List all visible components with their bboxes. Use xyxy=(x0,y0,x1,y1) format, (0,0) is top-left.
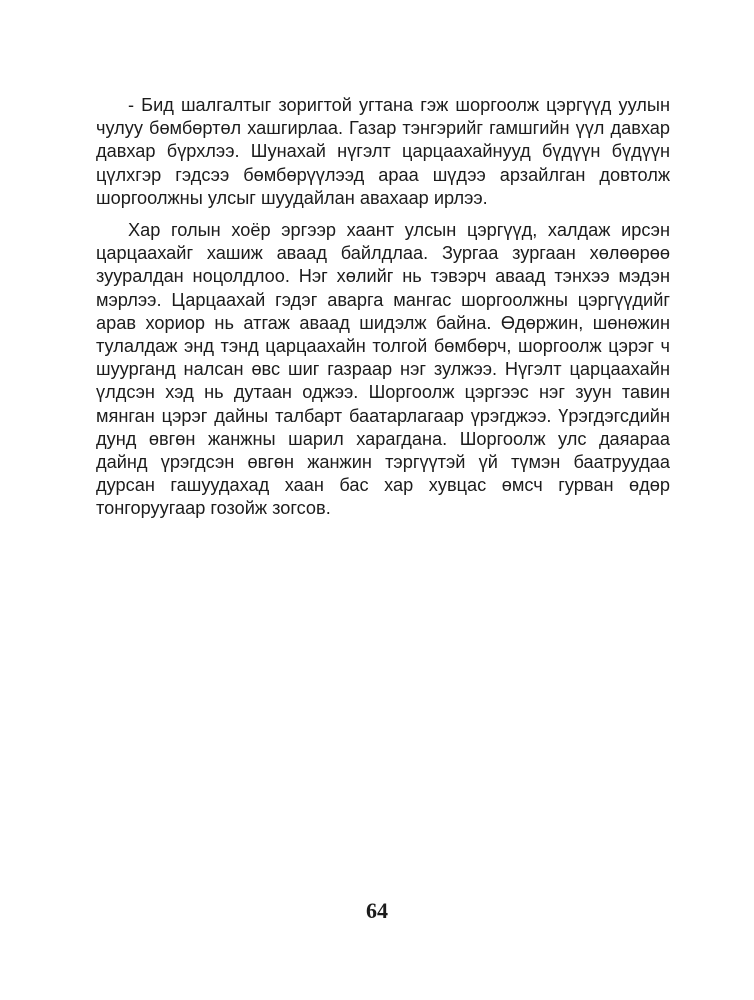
paragraph-2: Хар голын хоёр эргээр хаант улсын цэргүүд, халдаж ирсэн царцаахайг хашиж аваад байлдлаа. Зургаа зургаан хөлөөрөө зууралдан ноцолдлоо. Нэг хөлийг нь тэвэрч аваад тэнхээ мэдэн мэрлээ. Царцаахай гэдэг аварга мангас шоргоолжны цэргүүдийг арав хориор нь атгаж аваад шидэлж байна. Өдөржин, шөнөжин тулалдаж энд тэнд царцаахайн толгой бөмбөрч, шоргоолж цэрэг ч шуурганд налсан өвс шиг газраар нэг зулжээ. Нүгэлт царцаахайн үлдсэн хэд нь дутаан оджээ. Шоргоолж цэргээс нэг зуун тавин мянган цэрэг дайны талбарт баатарлагаар үрэгджээ. Үрэгдэгсдийн дунд өвгөн жанжны шарил харагдана. Шоргоолж улс даяараа дайнд үрэгдсэн өвгөн жанжин тэргүүтэй үй түмэн баатруудаа дурсан гашуудахад хаан бас хар хувцас өмсч гурван өдөр тонгоруугаар гозойж зогсов. xyxy=(96,220,670,519)
page-number: 64 xyxy=(366,898,388,923)
body-text xyxy=(96,94,670,521)
paragraph-1: - Бид шалгалтыг зоригтой угтана гэж шоргоолж цэргүүд уулын чулуу бөмбөртөл хашгирлаа. Газар тэнгэрийг гамшгийн үүл давхар давхар бүрхлээ. Шунахай нүгэлт царцаахайнууд бүдүүн бүдүүн цүлхгэр гэдсээ бөмбөрүүлээд араа шүдээ арзайлган довтолж шоргоолжны улсыг шуудайлан авахаар ирлээ. xyxy=(96,95,670,208)
